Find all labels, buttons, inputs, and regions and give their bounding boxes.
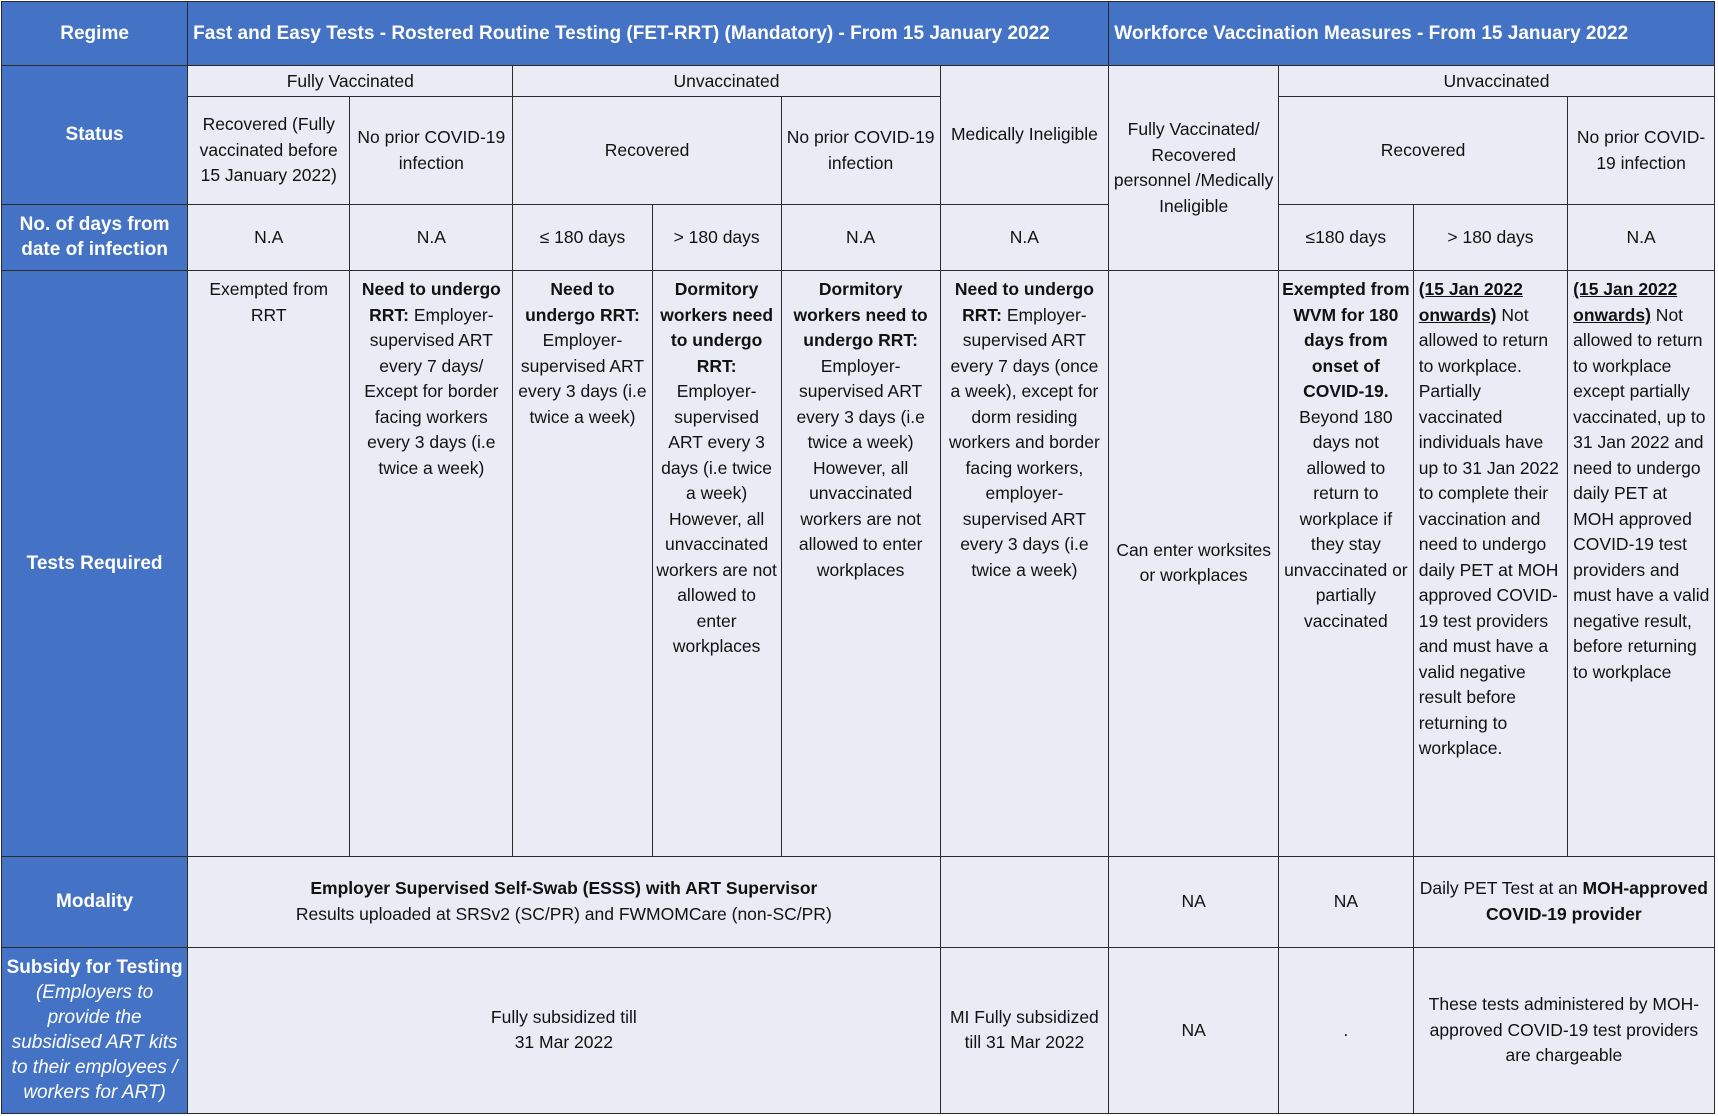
tests-text: Employer-supervised ART every 3 days (i.e twice a week) [518,330,647,427]
fet-rrt-header: Fast and Easy Tests - Rostered Routine Testing (FET-RRT) (Mandatory) - From 15 January 2022 [188,2,1109,66]
tests-cell-fv-no-prior [350,271,513,856]
tests-bold: Need to undergo RRT: [525,279,640,325]
subsidy-mi [940,947,1109,1113]
tests-text: Employer-supervised ART every 7 days/ Except for border facing workers every 3 days (i.e twice a week) [364,304,499,478]
wvm-unvaccinated-group: Unvaccinated [1279,66,1715,97]
tests-header: Tests Required [2,271,188,856]
fully-vaccinated-group: Fully Vaccinated [188,66,513,97]
days-cell: N.A [1568,204,1715,270]
modality-header: Modality [2,856,188,947]
modality-wvm-fully: NA [1109,856,1279,947]
tests-bold: Dormitory workers need to undergo RRT: [793,279,928,351]
tests-bold: Exempted from WVM for 180 days from onset of COVID-19. [1282,279,1410,402]
testing-regime-table [1,1,1715,1114]
uv-no-prior-status: No prior COVID-19 infection [781,97,940,204]
days-cell: > 180 days [1413,204,1567,270]
subsidy-row [2,947,1715,1113]
tests-bold: Need to undergo RRT: [361,279,501,325]
tests-cell-uv-recovered-lt180 [513,271,652,856]
medically-ineligible-status: Medically Ineligible [940,66,1109,204]
subsidy-wvm-fully: NA [1109,947,1279,1113]
tests-cell-uv-recovered-gt180 [652,271,781,856]
days-cell: > 180 days [652,204,781,270]
regime-row [2,2,1715,66]
wvm-no-prior-status: No prior COVID-19 infection [1568,97,1715,204]
tests-text: Employer-supervised ART every 7 days (once a week), except for dorm residing workers and border facing workers, employer-supervised ART every 3 days (i.e twice a week) [949,304,1100,580]
modality-text: Daily PET Test at an [1419,878,1583,899]
modality-pet [1413,856,1714,947]
status-sub-row [2,97,1715,204]
modality-text: Results uploaded at SRSv2 (SC/PR) and FWMOMCare (non-SC/PR) [295,903,832,924]
tests-cell-fv-recovered [188,271,350,856]
tests-text: Can enter worksites or workplaces [1116,539,1271,586]
wvm-fully-vaccinated-status: Fully Vaccinated/ Recovered personnel /Medically Ineligible [1109,66,1279,271]
tests-text: Employer-supervised ART every 3 days (i.e twice a week) However, all unvaccinated workers are not allowed to enter workplaces [656,381,777,657]
status-header: Status [2,66,188,204]
uv-recovered-status: Recovered [513,97,781,204]
modality-esss [188,856,940,947]
days-cell: N.A [350,204,513,270]
subsidy-text: MI Fully subsidized till 31 Mar 2022 [949,1006,1099,1053]
modality-empty [940,856,1109,947]
tests-text: Beyond 180 days not allowed to return to workplace if they stay unvaccinated or partially vaccinated [1284,406,1408,631]
subsidy-wvm-recovered: . [1279,947,1414,1113]
tests-text: Not allowed to return to workplace except partially vaccinated, up to 31 Jan 2022 and need to undergo daily PET at MOH approved COVID-19 test providers and must have a valid negative result, before returning to workplace [1573,304,1710,682]
modality-bold: MOH-approved COVID-19 provider [1486,878,1708,924]
subsidy-fet [188,947,940,1113]
modality-wvm-recovered: NA [1279,856,1414,947]
wvm-header: Workforce Vaccination Measures - From 15 January 2022 [1109,2,1715,66]
tests-cell-wvm-recovered-gt180 [1413,271,1567,856]
tests-cell-wvm-recovered-lt180 [1279,271,1414,856]
tests-heading: (15 Jan 2022 onwards) [1573,279,1678,325]
tests-bold: Need to undergo RRT: [954,279,1094,325]
fv-no-prior-status: No prior COVID-19 infection [350,97,513,204]
unvaccinated-group: Unvaccinated [513,66,940,97]
days-cell: N.A [940,204,1109,270]
tests-row [2,271,1715,856]
tests-cell-uv-no-prior [781,271,940,856]
modality-row [2,856,1715,947]
wvm-recovered-status: Recovered [1279,97,1568,204]
days-row [2,204,1715,270]
tests-text: Not allowed to return to workplace. Partially vaccinated individuals have up to 31 Jan 2022 to complete their vaccination and need to undergo daily PET at MOH approved COVID-19 test providers and must have a valid negative result before returning to workplace. [1418,304,1559,759]
status-group-row [2,66,1715,97]
subsidy-header [2,947,188,1113]
tests-cell-wvm-fully [1109,271,1279,856]
days-cell: N.A [188,204,350,270]
days-cell: ≤ 180 days [513,204,652,270]
tests-text: Employer-supervised ART every 3 days (i.e twice a week) However, all unvaccinated workers are not allowed to enter workplaces [796,355,925,580]
tests-text: Exempted from RRT [209,279,329,325]
days-cell: ≤180 days [1279,204,1414,270]
subsidy-chargeable: These tests administered by MOH-approved COVID-19 test providers are chargeable [1413,947,1714,1113]
tests-cell-wvm-no-prior [1568,271,1715,856]
days-header: No. of days from date of infection [2,204,188,270]
modality-bold: Employer Supervised Self-Swab (ESSS) with ART Supervisor [310,878,818,899]
tests-bold: Dormitory workers need to undergo RRT: [660,279,774,376]
regime-header: Regime [2,2,188,66]
subsidy-title: Subsidy for Testing [6,957,183,979]
subsidy-text: Fully subsidized till 31 Mar 2022 [490,1006,637,1053]
fv-recovered-status: Recovered (Fully vaccinated before 15 January 2022) [188,97,350,204]
tests-cell-medically-ineligible [940,271,1109,856]
subsidy-note: (Employers to provide the subsidised ART kits to their employees / workers for ART) [11,982,178,1104]
tests-heading: (15 Jan 2022 onwards) [1418,279,1523,325]
days-cell: N.A [781,204,940,270]
